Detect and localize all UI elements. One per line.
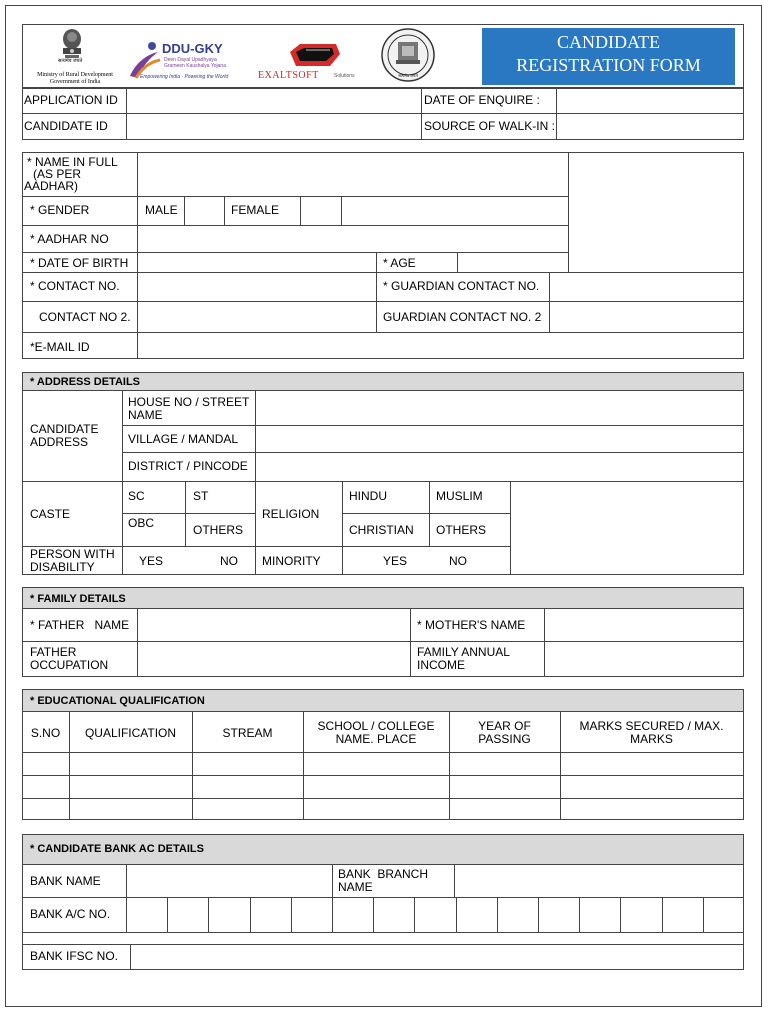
aadhar-no-label: * AADHAR NO — [30, 232, 109, 246]
father-name-label: * FATHER NAME — [30, 618, 130, 632]
female-label: FEMALE — [231, 203, 280, 217]
aadhar-no-input[interactable] — [138, 226, 567, 251]
contact-no-label: * CONTACT NO. — [30, 279, 120, 293]
account-digit-divider — [538, 897, 539, 932]
date-of-birth-input[interactable] — [138, 253, 375, 271]
caste-label: CASTE — [30, 507, 71, 521]
source-of-walkin-label: SOURCE OF WALK-IN : — [424, 119, 555, 133]
name-in-full-label-2: (AS PER — [33, 167, 82, 181]
guardian-contact-input[interactable] — [550, 273, 743, 300]
religion-hindu-option[interactable]: HINDU — [349, 489, 387, 503]
ddugky-name: DDU-GKY — [162, 41, 223, 56]
caste-st-option[interactable]: ST — [193, 489, 209, 503]
district-input[interactable] — [256, 453, 743, 480]
pwd-no-option[interactable]: NO — [220, 554, 238, 568]
father-name-input[interactable] — [138, 610, 409, 640]
candidate-id-input[interactable] — [127, 114, 420, 139]
account-digit-divider — [620, 897, 621, 932]
emblem-caption-government: Government of India — [49, 79, 101, 85]
gender-label: * GENDER — [30, 203, 90, 217]
account-digit-divider — [662, 897, 663, 932]
email-id-label: *E-MAIL ID — [30, 340, 90, 354]
edu-col-marks: MARKS SECURED / MAX. MARKS — [579, 719, 724, 746]
religion-others-option[interactable]: OTHERS — [436, 523, 487, 537]
mother-name-input[interactable] — [545, 610, 743, 640]
religion-label: RELIGION — [262, 507, 320, 521]
name-in-full-input[interactable] — [138, 153, 567, 195]
minority-yes-option[interactable]: YES — [383, 554, 408, 568]
emblem-motto: सत्यमेव जयते — [58, 58, 83, 64]
bank-name-input[interactable] — [127, 866, 331, 896]
seal-caption: सत्यमेव जयते — [398, 73, 418, 78]
edu-col-year: YEAR OF PASSING — [478, 719, 531, 746]
exaltsoft-mark-icon — [286, 40, 342, 70]
form-title-line1: CANDIDATE — [557, 32, 660, 52]
house-no-input[interactable] — [256, 392, 743, 424]
guardian-contact-2-input[interactable] — [550, 302, 743, 331]
account-digit-divider — [250, 897, 251, 932]
ddugky-sub-2: Grameen Kaushalya Yojana — [164, 63, 226, 69]
national-emblem-logo — [30, 28, 120, 86]
age-label: * AGE — [383, 256, 416, 270]
edu-col-sno: S.NO — [30, 726, 61, 740]
edu-row-1[interactable] — [23, 753, 743, 774]
ddugky-tagline: Empowering India · Powering the World — [140, 74, 229, 80]
bank-ifsc-input[interactable] — [131, 945, 743, 969]
contact-no-2-input[interactable] — [138, 302, 375, 331]
minority-label: MINORITY — [262, 554, 321, 568]
edu-row-2[interactable] — [23, 776, 743, 797]
bank-name-label: BANK NAME — [30, 874, 101, 888]
account-digit-divider — [291, 897, 292, 932]
religion-muslim-option[interactable]: MUSLIM — [436, 489, 483, 503]
emblem-caption-ministry: Ministry of Rural Development — [37, 72, 113, 78]
ddugky-sub-1: Deen Dayal Upadhyaya — [164, 57, 217, 63]
contact-no-input[interactable] — [138, 273, 375, 300]
name-in-full-label-3: AADHAR) — [24, 179, 79, 193]
caste-obc-option[interactable]: OBC — [128, 516, 155, 530]
pwd-label: PERSON WITH DISABILITY — [30, 547, 115, 574]
bank-account-label: BANK A/C NO. — [30, 907, 111, 921]
edu-col-stream: STREAM — [222, 726, 273, 740]
bank-branch-input[interactable] — [455, 866, 743, 896]
contact-no-2-label: CONTACT NO 2. — [39, 310, 131, 324]
religion-christian-option[interactable]: CHRISTIAN — [349, 523, 414, 537]
address-header: * ADDRESS DETAILS — [30, 376, 141, 388]
state-seal-logo — [378, 28, 438, 84]
minority-no-option[interactable]: NO — [449, 554, 467, 568]
account-digit-divider — [332, 897, 333, 932]
candidate-id-label: CANDIDATE ID — [24, 119, 108, 133]
account-digit-divider — [414, 897, 415, 932]
village-input[interactable] — [256, 426, 743, 451]
father-occupation-label: FATHER OCCUPATION — [30, 645, 109, 672]
house-no-label: HOUSE NO / STREET NAME — [128, 395, 250, 422]
caste-others-option[interactable]: OTHERS — [193, 523, 244, 537]
bank-header: * CANDIDATE BANK AC DETAILS — [30, 843, 204, 855]
form-title-box — [482, 28, 735, 85]
exaltsoft-logo — [256, 40, 366, 82]
edu-col-school: SCHOOL / COLLEGE NAME. PLACE — [317, 719, 435, 746]
account-digit-divider — [456, 897, 457, 932]
village-label: VILLAGE / MANDAL — [128, 432, 239, 446]
ddugky-logo — [126, 38, 252, 84]
exaltsoft-sub: Solutions — [334, 73, 355, 79]
father-occupation-input[interactable] — [138, 642, 409, 676]
edu-row-3[interactable] — [23, 799, 743, 819]
edu-col-qualification: QUALIFICATION — [84, 726, 177, 740]
date-of-birth-label: * DATE OF BIRTH — [30, 256, 129, 270]
family-header: * FAMILY DETAILS — [30, 593, 126, 605]
guardian-contact-2-label: GUARDIAN CONTACT NO. 2 — [383, 310, 542, 324]
form-title-line2: REGISTRATION FORM — [516, 55, 701, 75]
female-checkbox[interactable] — [301, 197, 340, 224]
email-id-input[interactable] — [138, 333, 743, 358]
application-id-input[interactable] — [127, 89, 420, 112]
mother-name-label: * MOTHER'S NAME — [417, 618, 526, 632]
guardian-contact-label: * GUARDIAN CONTACT NO. — [383, 279, 540, 293]
account-digit-divider — [373, 897, 374, 932]
account-digit-divider — [167, 897, 168, 932]
family-income-label: FAMILY ANNUAL INCOME — [417, 645, 510, 672]
account-digit-divider — [703, 897, 704, 932]
application-id-label: APPLICATION ID — [24, 93, 118, 107]
district-label: DISTRICT / PINCODE — [128, 459, 248, 473]
male-checkbox[interactable] — [185, 197, 223, 224]
education-header: * EDUCATIONAL QUALIFICATION — [30, 695, 205, 707]
male-label: MALE — [145, 203, 178, 217]
candidate-address-label: CANDIDATE ADDRESS — [30, 422, 99, 449]
date-of-enquire-label: DATE OF ENQUIRE : — [424, 93, 540, 107]
age-input[interactable] — [458, 253, 567, 271]
source-of-walkin-input[interactable] — [557, 114, 743, 139]
bank-account-boxes[interactable] — [126, 897, 744, 932]
account-digit-divider — [497, 897, 498, 932]
family-income-input[interactable] — [545, 642, 743, 676]
caste-sc-option[interactable]: SC — [128, 489, 145, 503]
account-digit-divider — [579, 897, 580, 932]
bank-ifsc-label: BANK IFSC NO. — [30, 949, 119, 963]
name-in-full-label-1: * NAME IN FULL — [27, 155, 118, 169]
exaltsoft-name: EXALTSOFT — [258, 70, 319, 81]
bank-branch-label: BANK BRANCH NAME — [338, 867, 432, 894]
account-digit-divider — [208, 897, 209, 932]
family-header-bar — [23, 588, 743, 609]
pwd-yes-option[interactable]: YES — [139, 554, 164, 568]
date-of-enquire-input[interactable] — [557, 89, 743, 112]
